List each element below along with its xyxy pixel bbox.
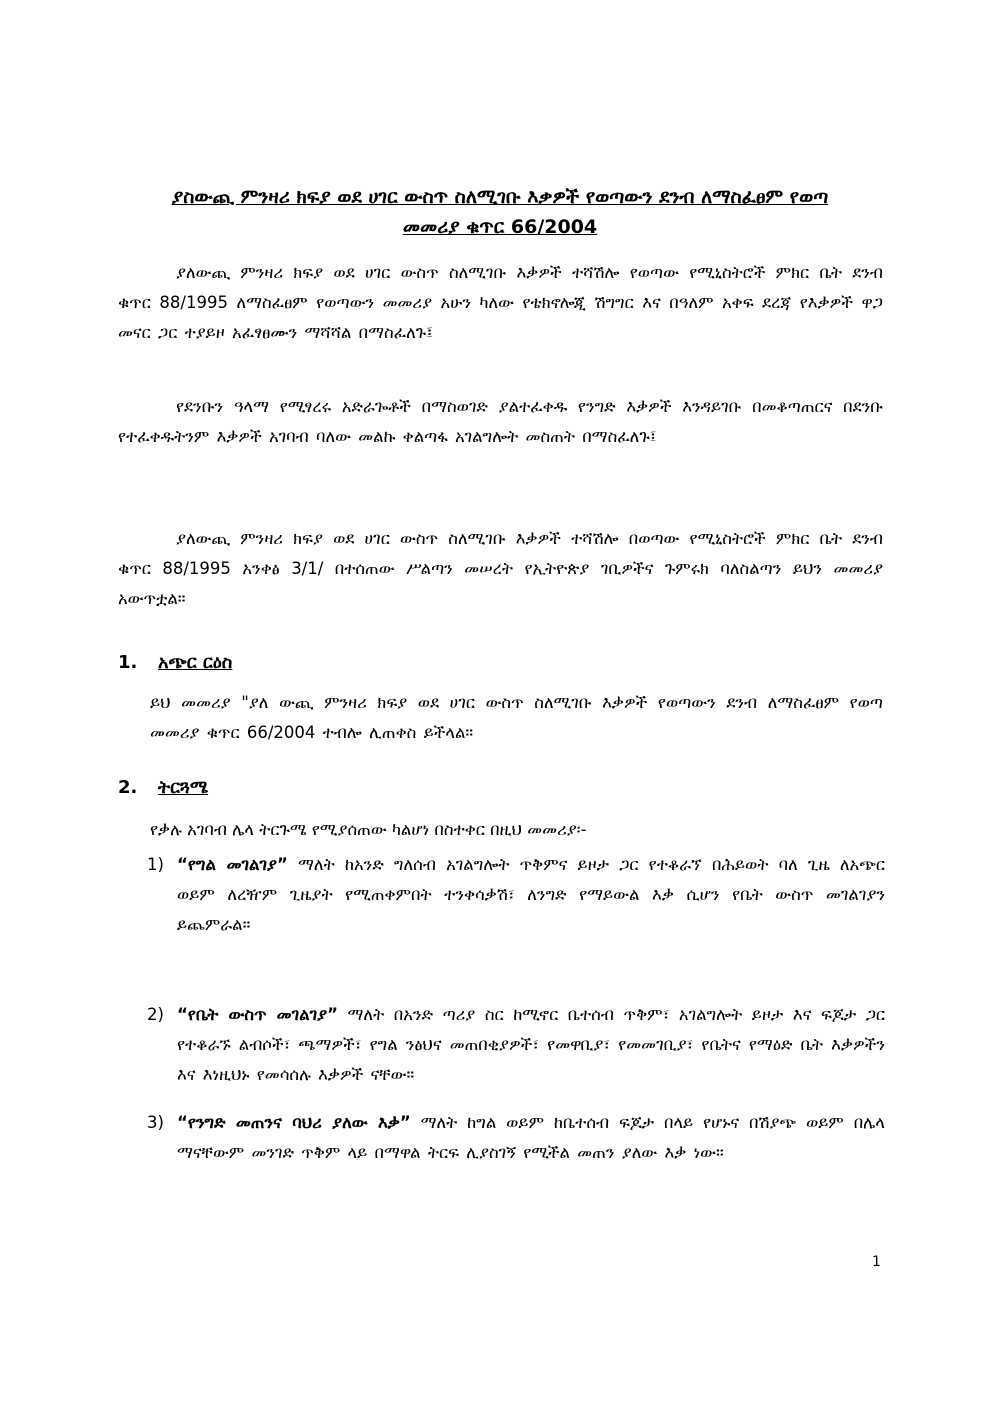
- definition-term: “የቤት ውስጥ መገልገያ”: [177, 1005, 338, 1024]
- section-2-heading: [118, 775, 208, 801]
- preamble-paragraph-3: ያለውጪ ምንዛሪ ክፍያ ወደ ሀገር ውስጥ ስለሚገቡ እቃዎች ተሻሽሎ በወጣው የሚኒስትሮች ምክር ቤት ደንብ ቁጥር 88/1995 አንቀፅ 3/1/ በተሰጠው ሥልጣን መሠረት የኢትዮጵያ ገቢዎችና ጉምሩክ ባለስልጣን ይህን መመሪያ አውጥቷል።: [118, 529, 883, 608]
- definition-term: “የንግድ መጠንና ባህሪ ያለው እቃ”: [177, 1113, 411, 1132]
- definition-description: ማለት ከግል ወይም ከቤተሰብ ፍጆታ በላይ የሆኑና በሽያጭ ወይም በሌላ ማናቸውም መንገድ ጥቅም ላይ በማዋል ትርፍ ሊያስገኝ የሚችል መጠን ያለው እቃ ነው።: [177, 1113, 885, 1162]
- definition-item: [147, 1108, 885, 1168]
- definition-number: 3): [147, 1113, 164, 1132]
- section-1-number: 1.: [118, 652, 138, 673]
- page-number: 1: [872, 1254, 881, 1270]
- section-1-title: አጭር ርዕስ: [158, 652, 233, 673]
- preamble-paragraph-1: ያለውጪ ምንዛሪ ክፍያ ወደ ሀገር ውስጥ ስለሚገቡ እቃዎች ተሻሽሎ የወጣው የሚኒስትሮች ምክር ቤት ደንብ ቁጥር 88/1995 ለማስፈፀም የወጣውን መመሪያ አሁን ካለው የቴክኖሎጂ ሽግግር እና በዓለም አቀፍ ደረጃ የእቃዎች ዋጋ መናር ጋር ተያይዞ አፈፃፀሙን ማሻሻል በማስፈለጉ፤: [118, 263, 883, 342]
- preamble-paragraph-2: የደንቡን ዓላማ የሚፃረሩ አድራጐቶች በማስወገድ ያልተፈቀዱ የንግድ እቃዎች እንዳይገቡ በመቆጣጠርና በደንቡ የተፈቀዱትንም እቃዎች አገባብ ባለው መልኩ ቀልጣፋ አገልግሎት መስጠት በማስፈለጉ፤: [118, 397, 883, 446]
- definition-text: [177, 1000, 885, 1090]
- section-2-number: 2.: [118, 777, 138, 798]
- definition-number: 2): [147, 1005, 164, 1024]
- section-2-intro: የቃሉ አገባብ ሌላ ትርጉሜ የሚያሰጠው ካልሆነ በስተቀር በዚህ መመሪያ፡-: [150, 820, 587, 839]
- document-title: [110, 182, 890, 242]
- section-1-heading: [118, 650, 232, 676]
- definition-number: 1): [147, 855, 164, 874]
- definition-term: “የግል መገልገያ”: [177, 855, 288, 874]
- definition-description: ማለት ከአንድ ግለሰብ አገልግሎት ጥቅምና ይዞታ ጋር የተቆራኘ በሕይወት ባለ ጊዜ ለአጭር ወይም ለረዥም ጊዜያት የሚጠቀምበት ተንቀሳቃሽ፣ ለንግድ የማይውል እቃ ሲሆን የቤት ውስጥ መገልገያን ይጨምራል።: [177, 855, 885, 934]
- definition-text: [177, 1108, 885, 1168]
- title-line-2: መመሪያ ቁጥር 66/2004: [402, 216, 598, 238]
- title-line-1: ያስውጪ ምንዛሪ ክፍያ ወደ ሀገር ውስጥ ስለሚገቡ እቃዎች የወጣውን ደንብ ለማስፈፀም የወጣ: [171, 186, 829, 208]
- definition-description: ማለት በአንድ ጣሪያ ስር ከሚኖር ቤተሰብ ጥቅም፣ አገልግሎት ይዞታ እና ፍጆታ ጋር የተቆራኙ ልብሶች፣ ጫማዎች፣ የግል ንፅህና መጠበቂያዎች፣ የመዋቢያ፣ የመመገቢያ፣ የቤትና የማዕድ ቤት እቃዎችን እና እነዚህኑ የመሳሰሉ እቃዎች ናቸው።: [177, 1005, 886, 1084]
- definition-item: [147, 1000, 885, 1090]
- definition-item: [147, 850, 885, 940]
- definition-text: [177, 850, 885, 940]
- section-1-body: ይህ መመሪያ "ያለ ውጪ ምንዛሪ ክፍያ ወደ ሀገር ውስጥ ስለሚገቡ እቃዎች የወጣውን ደንብ ለማስፈፀም የወጣ መመሪያ ቁጥር 66/2004 ተብሎ ሊጠቀስ ይችላል።: [150, 693, 883, 742]
- section-2-title: ትርጓሜ: [158, 777, 209, 798]
